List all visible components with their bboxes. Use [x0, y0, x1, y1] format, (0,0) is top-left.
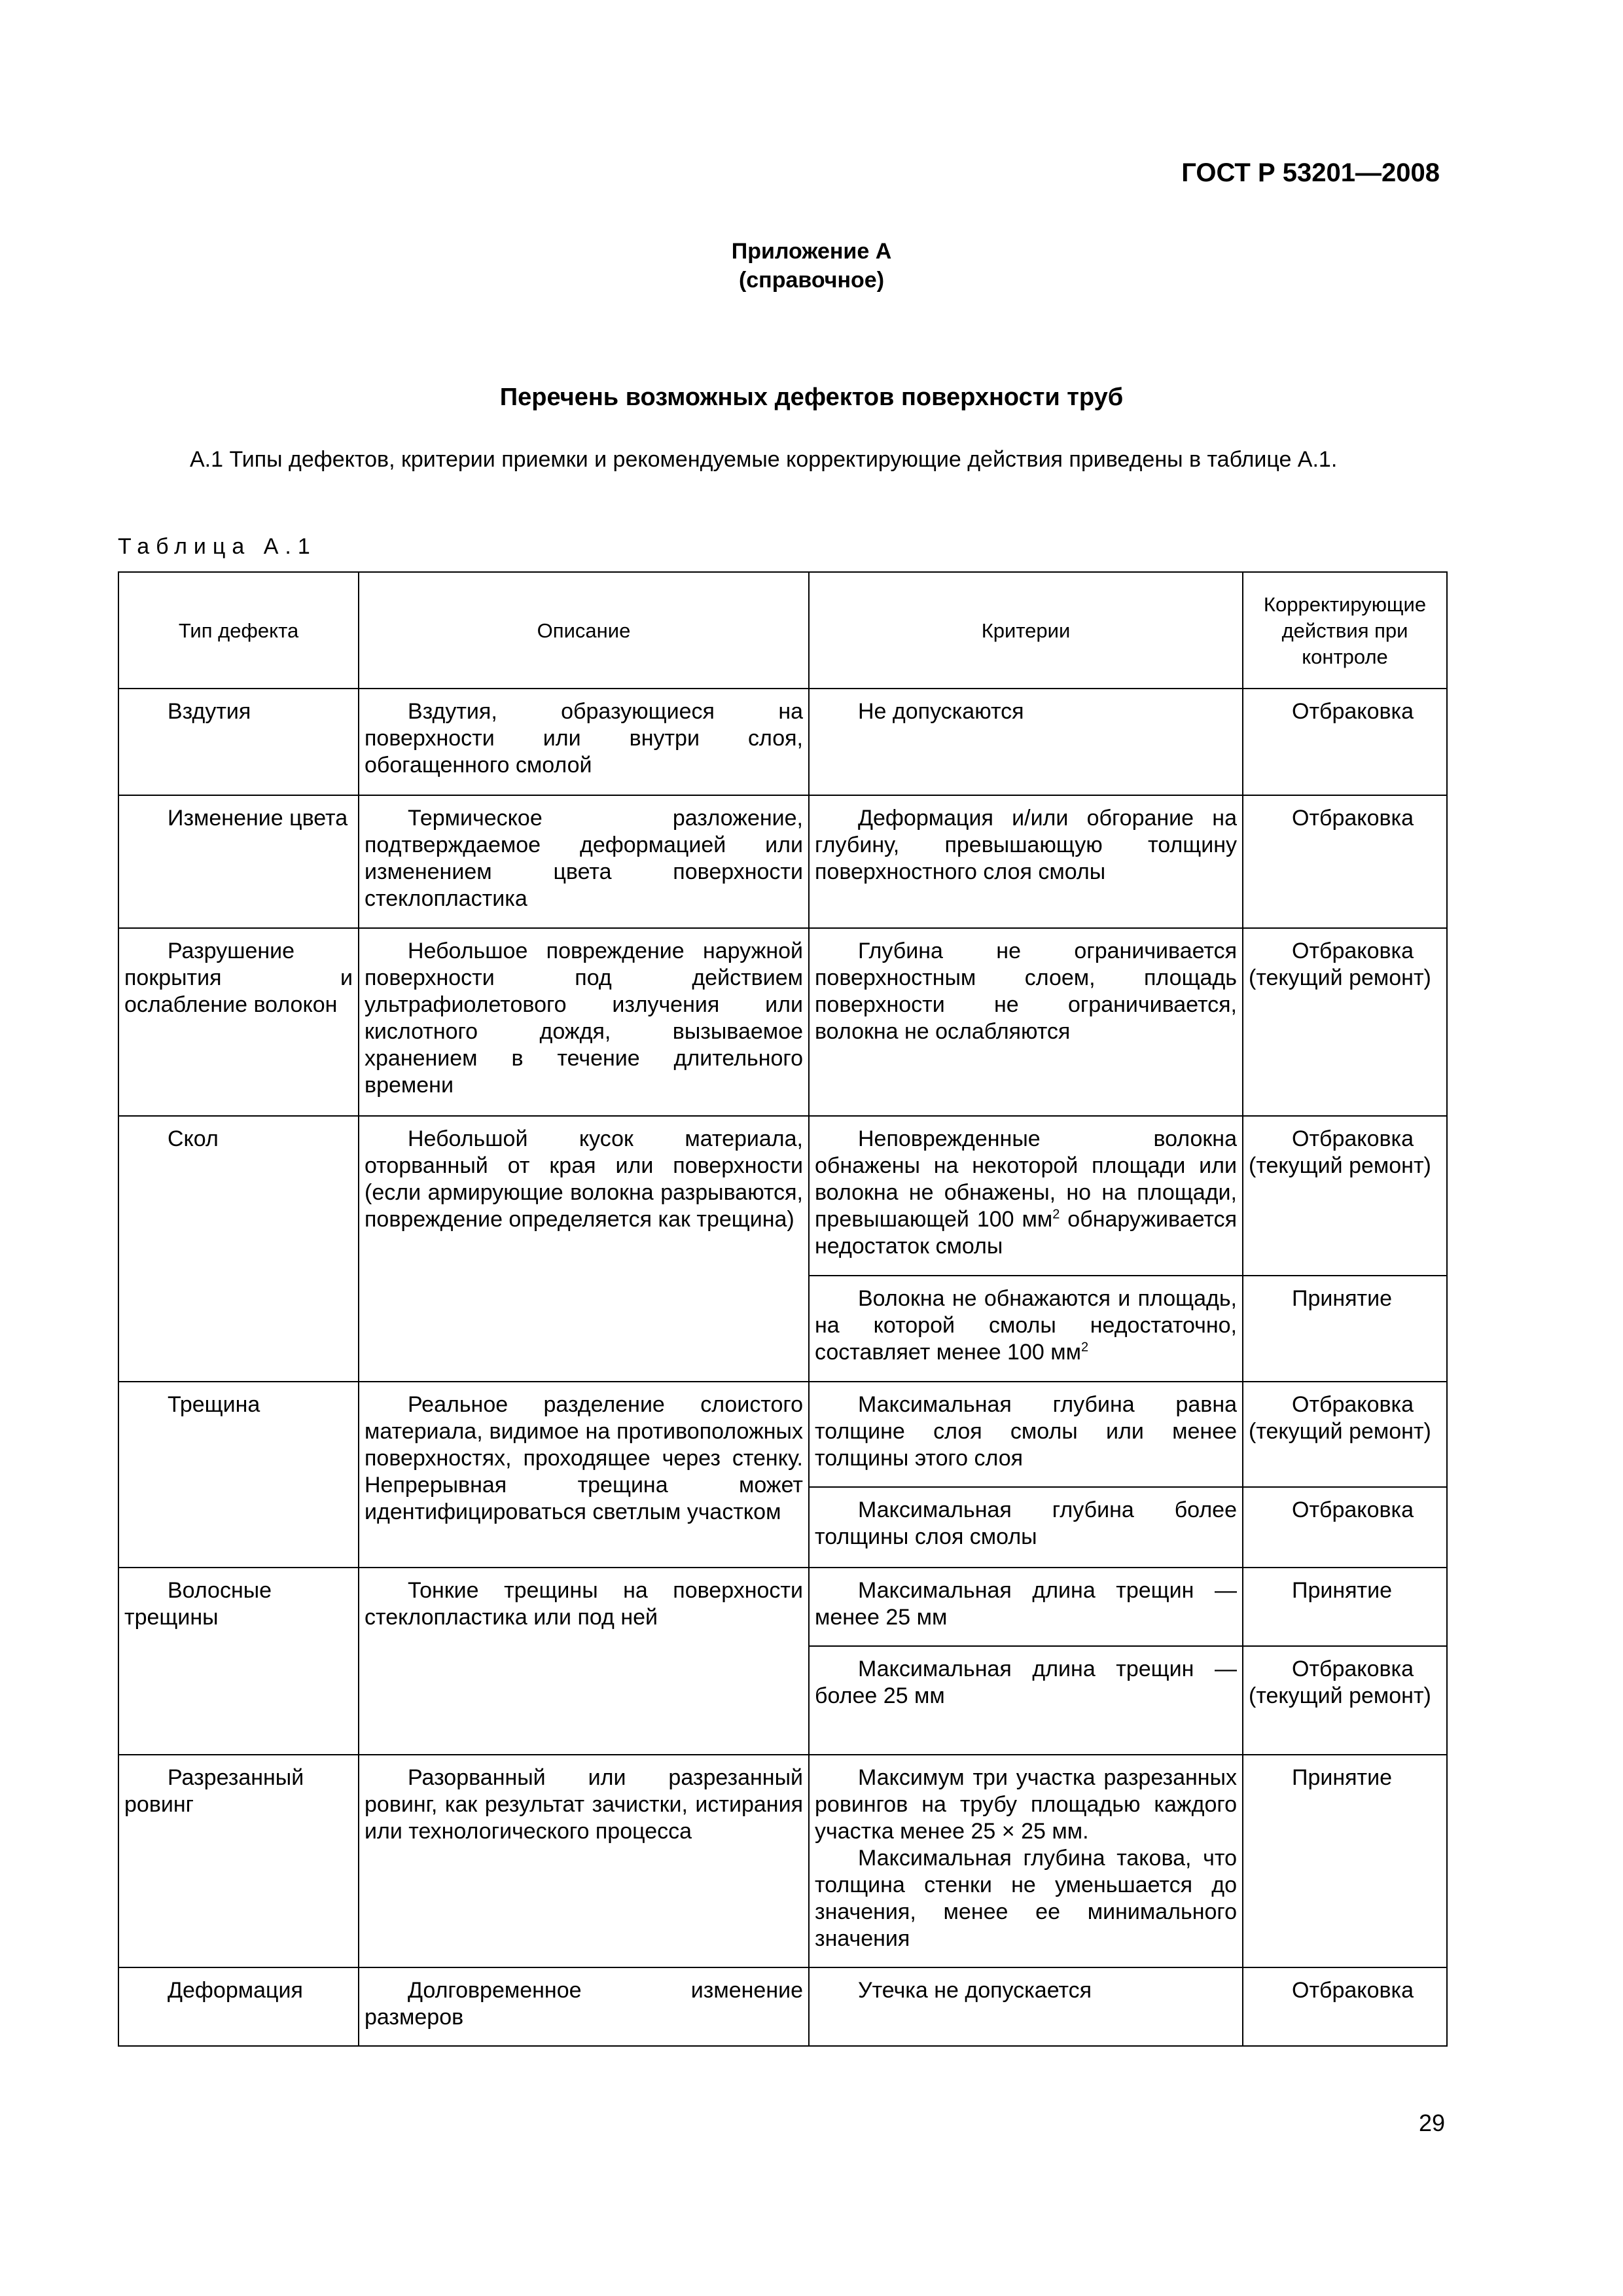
standard-code: ГОСТ Р 53201—2008 [1181, 158, 1440, 187]
cell-description: Тонкие трещины на поверхности стеклопластика или под ней [359, 1568, 809, 1755]
header-criteria: Критерии [809, 572, 1243, 689]
cell-action: Принятие [1243, 1755, 1447, 1967]
cell-description: Термическое разложение, подтверждаемое деформацией или изменением цвета поверхности стеклопластика [359, 795, 809, 928]
cell-description: Небольшое повреждение наружной поверхности под действием ультрафиолетового излучения или кислотного дождя, вызываемое хранением в течение длительного времени [359, 928, 809, 1116]
cell-action: Отбраковка [1243, 689, 1447, 795]
intro-paragraph: А.1 Типы дефектов, критерии приемки и рекомендуемые корректирующие действия приведены в таблице А.1. [190, 447, 1338, 472]
cell-action: Отбраковка (текущий ремонт) [1243, 928, 1447, 1116]
cell-criteria: Максимальная длина трещин — менее 25 мм [809, 1568, 1243, 1646]
cell-action: Принятие [1243, 1568, 1447, 1646]
cell-action: Отбраковка (текущий ремонт) [1243, 1382, 1447, 1487]
cell-description: Вздутия, образующиеся на поверхности или внутри слоя, обогащенного смолой [359, 689, 809, 795]
cell-criteria: Не допускаются [809, 689, 1243, 795]
cell-criteria: Волокна не обнажаются и площадь, на которой смолы недостаточно, составляет менее 100 $мм^2$ [809, 1276, 1243, 1382]
cell-criteria: Максимальная длина трещин — более 25 мм [809, 1646, 1243, 1755]
cell-type: Скол [118, 1116, 359, 1382]
cell-criteria: Максимальная глубина равна толщине слоя смолы или менее толщины этого слоя [809, 1382, 1243, 1487]
cell-action: Отбраковка [1243, 795, 1447, 928]
table-row [118, 795, 1447, 928]
cell-criteria: Деформация и/или обгорание на глубину, превышающую толщину поверхностного слоя смолы [809, 795, 1243, 928]
cell-action: Отбраковка [1243, 1487, 1447, 1568]
cell-action: Отбраковка (текущий ремонт) [1243, 1646, 1447, 1755]
defects-table [118, 571, 1448, 2047]
cell-type: Разрушение покрытия и ослабление волокон [118, 928, 359, 1116]
cell-action: Отбраковка [1243, 1967, 1447, 2046]
cell-type: Разрезанный ровинг [118, 1755, 359, 1967]
cell-criteria: Утечка не допускается [809, 1967, 1243, 2046]
appendix-type: (справочное) [738, 268, 885, 293]
table-row [118, 1116, 1447, 1276]
header-action: Корректирующие действия при контроле [1243, 572, 1447, 689]
cell-criteria: Неповрежденные волокна обнажены на некоторой площади или волокна не обнажены, но на площади, превышающей 100 $мм^2$ обнаруживается недостаток смолы [809, 1116, 1243, 1276]
cell-action: Отбраковка (текущий ремонт) [1243, 1116, 1447, 1276]
table-header-row [118, 572, 1447, 689]
cell-description: Реальное разделение слоистого материала, видимое на противоположных поверхностях, проходящее через стенку. Непрерывная трещина может идентифицироваться светлым участком [359, 1382, 809, 1568]
table-caption: Таблица А.1 [118, 534, 317, 559]
header-description: Описание [359, 572, 809, 689]
cell-description: Долговременное изменение размеров [359, 1967, 809, 2046]
header-type: Тип дефекта [118, 572, 359, 689]
cell-type: Деформация [118, 1967, 359, 2046]
cell-type: Вздутия [118, 689, 359, 795]
table-row [118, 928, 1447, 1116]
table-row [118, 1755, 1447, 1967]
appendix-title: Приложение А [731, 239, 892, 264]
cell-description: Небольшой кусок материала, оторванный от края или поверхности (если армирующие волокна разрываются, повреждение определяется как трещина) [359, 1116, 809, 1382]
cell-type: Трещина [118, 1382, 359, 1568]
cell-type: Волосные трещины [118, 1568, 359, 1755]
table-row [118, 689, 1447, 795]
section-title: Перечень возможных дефектов поверхности труб [499, 384, 1124, 411]
cell-description: Разорванный или разрезанный ровинг, как результат зачистки, истирания или технологического процесса [359, 1755, 809, 1967]
cell-action: Принятие [1243, 1276, 1447, 1382]
cell-criteria: Максимальная глубина более толщины слоя смолы [809, 1487, 1243, 1568]
cell-criteria: Максимум три участка разрезанных ровингов на трубу площадью каждого участка менее 25 × 25 мм. Максимальная глубина такова, что толщина стенки не уменьшается до значения, менее ее минимального значения [809, 1755, 1243, 1967]
appendix-heading [0, 237, 1623, 295]
cell-criteria: Глубина не ограничивается поверхностным слоем, площадь поверхности не ограничивается, волокна не ослабляются [809, 928, 1243, 1116]
cell-type: Изменение цвета [118, 795, 359, 928]
table-row [118, 1967, 1447, 2046]
table-row [118, 1382, 1447, 1487]
table-row [118, 1568, 1447, 1646]
page-number: 29 [1418, 2109, 1445, 2136]
